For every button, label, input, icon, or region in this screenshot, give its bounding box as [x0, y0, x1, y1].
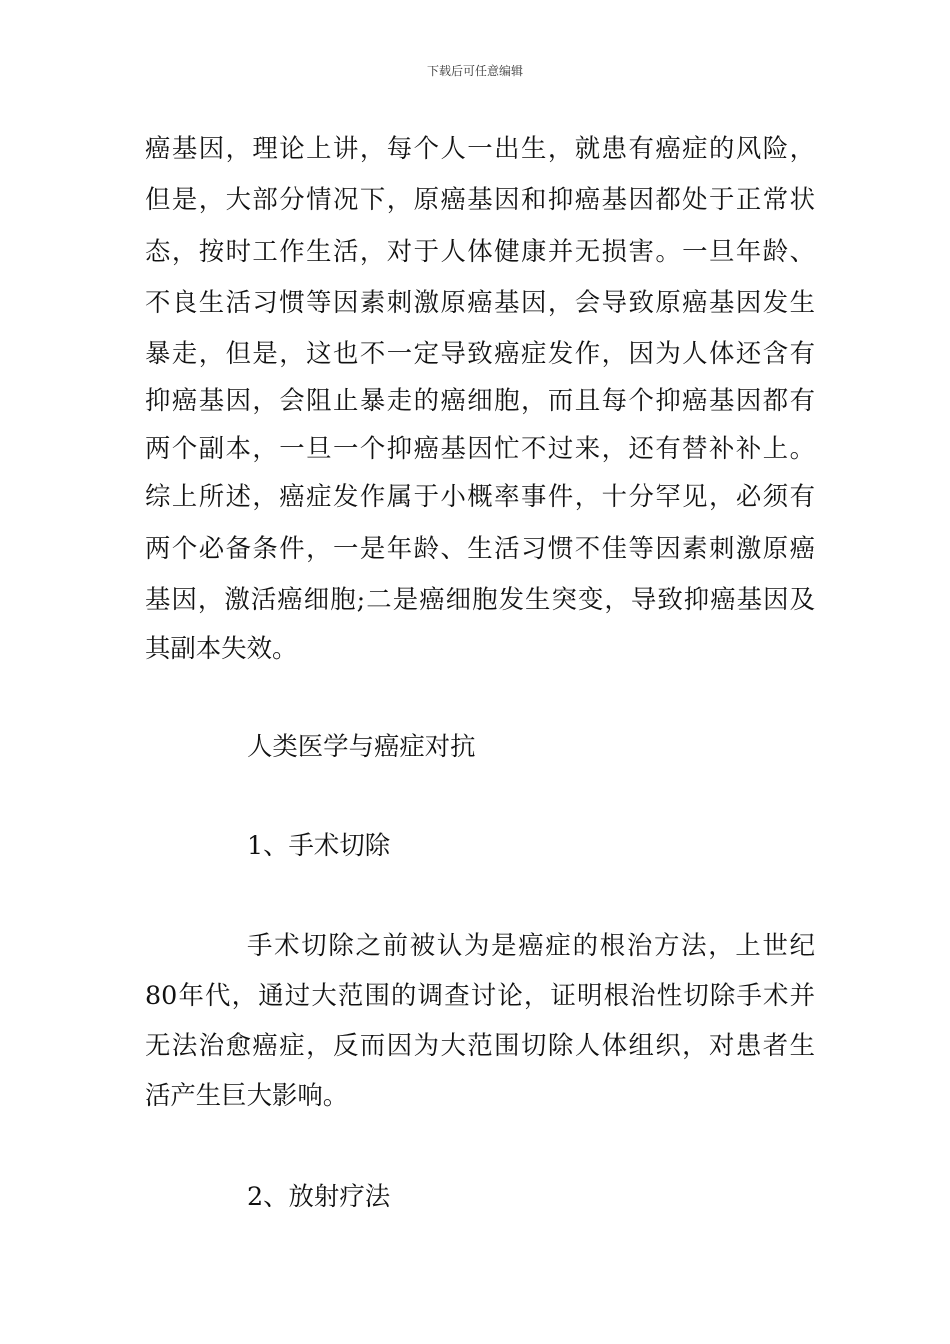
paragraph-line: 两个必备条件，一是年龄、生活习惯不佳等因素刺激原癌	[145, 533, 815, 563]
item-heading: 2、放射疗法	[247, 1181, 391, 1211]
section-title: 人类医学与癌症对抗	[247, 731, 476, 761]
paragraph-line: 但是，大部分情况下，原癌基因和抑癌基因都处于正常状	[145, 184, 815, 214]
paragraph-line: 综上所述，癌症发作属于小概率事件，十分罕见，必须有	[145, 481, 815, 511]
paragraph-line: 不良生活习惯等因素刺激原癌基因，会导致原癌基因发生	[145, 287, 815, 317]
paragraph-line: 暴走，但是，这也不一定导致癌症发作，因为人体还含有	[145, 338, 815, 368]
paragraph-line: 80年代，通过大范围的调查讨论，证明根治性切除手术并	[145, 980, 815, 1010]
paragraph-line: 两个副本，一旦一个抑癌基因忙不过来，还有替补补上。	[145, 433, 815, 463]
paragraph-line: 态，按时工作生活，对于人体健康并无损害。一旦年龄、	[145, 236, 815, 266]
paragraph-line: 癌基因，理论上讲，每个人一出生，就患有癌症的风险，	[145, 133, 815, 163]
paragraph-line: 基因，激活癌细胞;二是癌细胞发生突变，导致抑癌基因及	[145, 584, 815, 614]
page-header: 下载后可任意编辑	[426, 64, 523, 78]
item-heading: 1、手术切除	[247, 830, 391, 860]
paragraph-line: 抑癌基因，会阻止暴走的癌细胞，而且每个抑癌基因都有	[145, 385, 815, 415]
paragraph-line: 手术切除之前被认为是癌症的根治方法，上世纪	[247, 930, 815, 960]
paragraph-line: 活产生巨大影响。	[145, 1080, 349, 1110]
paragraph-line: 其副本失效。	[145, 633, 298, 663]
paragraph-line: 无法治愈癌症，反而因为大范围切除人体组织，对患者生	[145, 1030, 815, 1060]
